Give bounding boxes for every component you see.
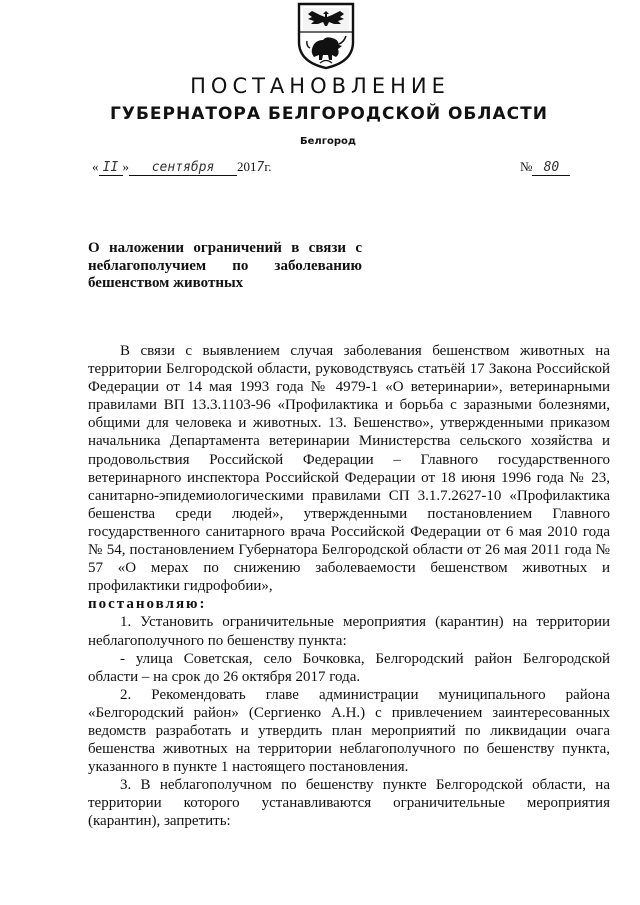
item-1-sub: - улица Советская, село Бочковка, Белгородский район Белгородской области – на срок до 26 октября 2017 года. xyxy=(88,650,610,685)
heading-line: неблагополучием по заболеванию xyxy=(88,257,362,274)
coat-of-arms-icon xyxy=(296,2,356,70)
date-year-end: г. xyxy=(264,159,272,174)
date-year-suffix: 7 xyxy=(256,160,265,175)
document-date xyxy=(92,159,312,177)
preamble-paragraph: В связи с выявлением случая заболевания бешенством животных на территории Белгородской области, руководствуясь статьёй 17 Закона Российской Федерации от 14 мая 1993 года № 4979-1 «О ветеринарии», ветеринарными правилами ВП 13.3.1103-96 «Профилактика и борьба с заразными болезнями, общими для человека и животных. 13. Бешенство», утвержденными приказом начальника Департамента ветеринарии Министерства сельского хозяйства и продовольствия Российской Федерации – Главного государственного ветеринарного инспектора Российской Федерации от 18 июня 1996 года № 23, санитарно-эпидемиологическими правилами СП 3.1.7.2627-10 «Профилактика бешенства среди людей», утвержденными постановлением Главного государственного санитарного врача Российской Федерации от 6 мая 2010 года № 54, постановлением Губернатора Белгородской области от 26 мая 2011 года № 57 «О мерах по снижению заболеваемости бешенством животных и профилактики гидрофобии», xyxy=(88,343,610,595)
city-label: Белгород xyxy=(300,136,356,147)
item-3: 3. В неблагополучном по бешенству пункте Белгородской области, на территории которого устанавливаются ограничительные мероприятия (карантин), запретить: xyxy=(88,777,610,830)
heading-line: О наложении ограничений в связи с xyxy=(88,240,362,256)
document-heading xyxy=(88,240,362,293)
number-value: 80 xyxy=(532,160,570,176)
document-issuer: ГУБЕРНАТОРА БЕЛГОРОДСКОЙ ОБЛАСТИ xyxy=(110,104,548,124)
item-1: 1. Установить ограничительные мероприятия (карантин) на территории неблагополучного по бешенству пункта: xyxy=(88,614,610,649)
date-day: II xyxy=(99,160,123,176)
date-year-prefix: 201 xyxy=(237,159,257,174)
heading-line: бешенством животных xyxy=(88,275,244,291)
document-body xyxy=(88,342,610,831)
item-2: 2. Рекомендовать главе администрации муниципального района «Белгородский район» (Сергиенко А.Н.) с привлечением заинтересованных ведомств разработать и утвердить план мероприятий по ликвидации очага бешенства животных на территории неблагополучного по бешенству пункта, указанного в пункте 1 настоящего постановления. xyxy=(88,686,610,776)
date-open-quote: « xyxy=(92,159,99,174)
document-number xyxy=(520,159,580,177)
date-month: сентября xyxy=(129,160,237,176)
document-title: ПОСТАНОВЛЕНИЕ xyxy=(190,74,450,98)
date-close-quote: » xyxy=(122,159,129,174)
number-prefix: № xyxy=(520,159,533,174)
decree-word: постановляю: xyxy=(88,596,207,613)
